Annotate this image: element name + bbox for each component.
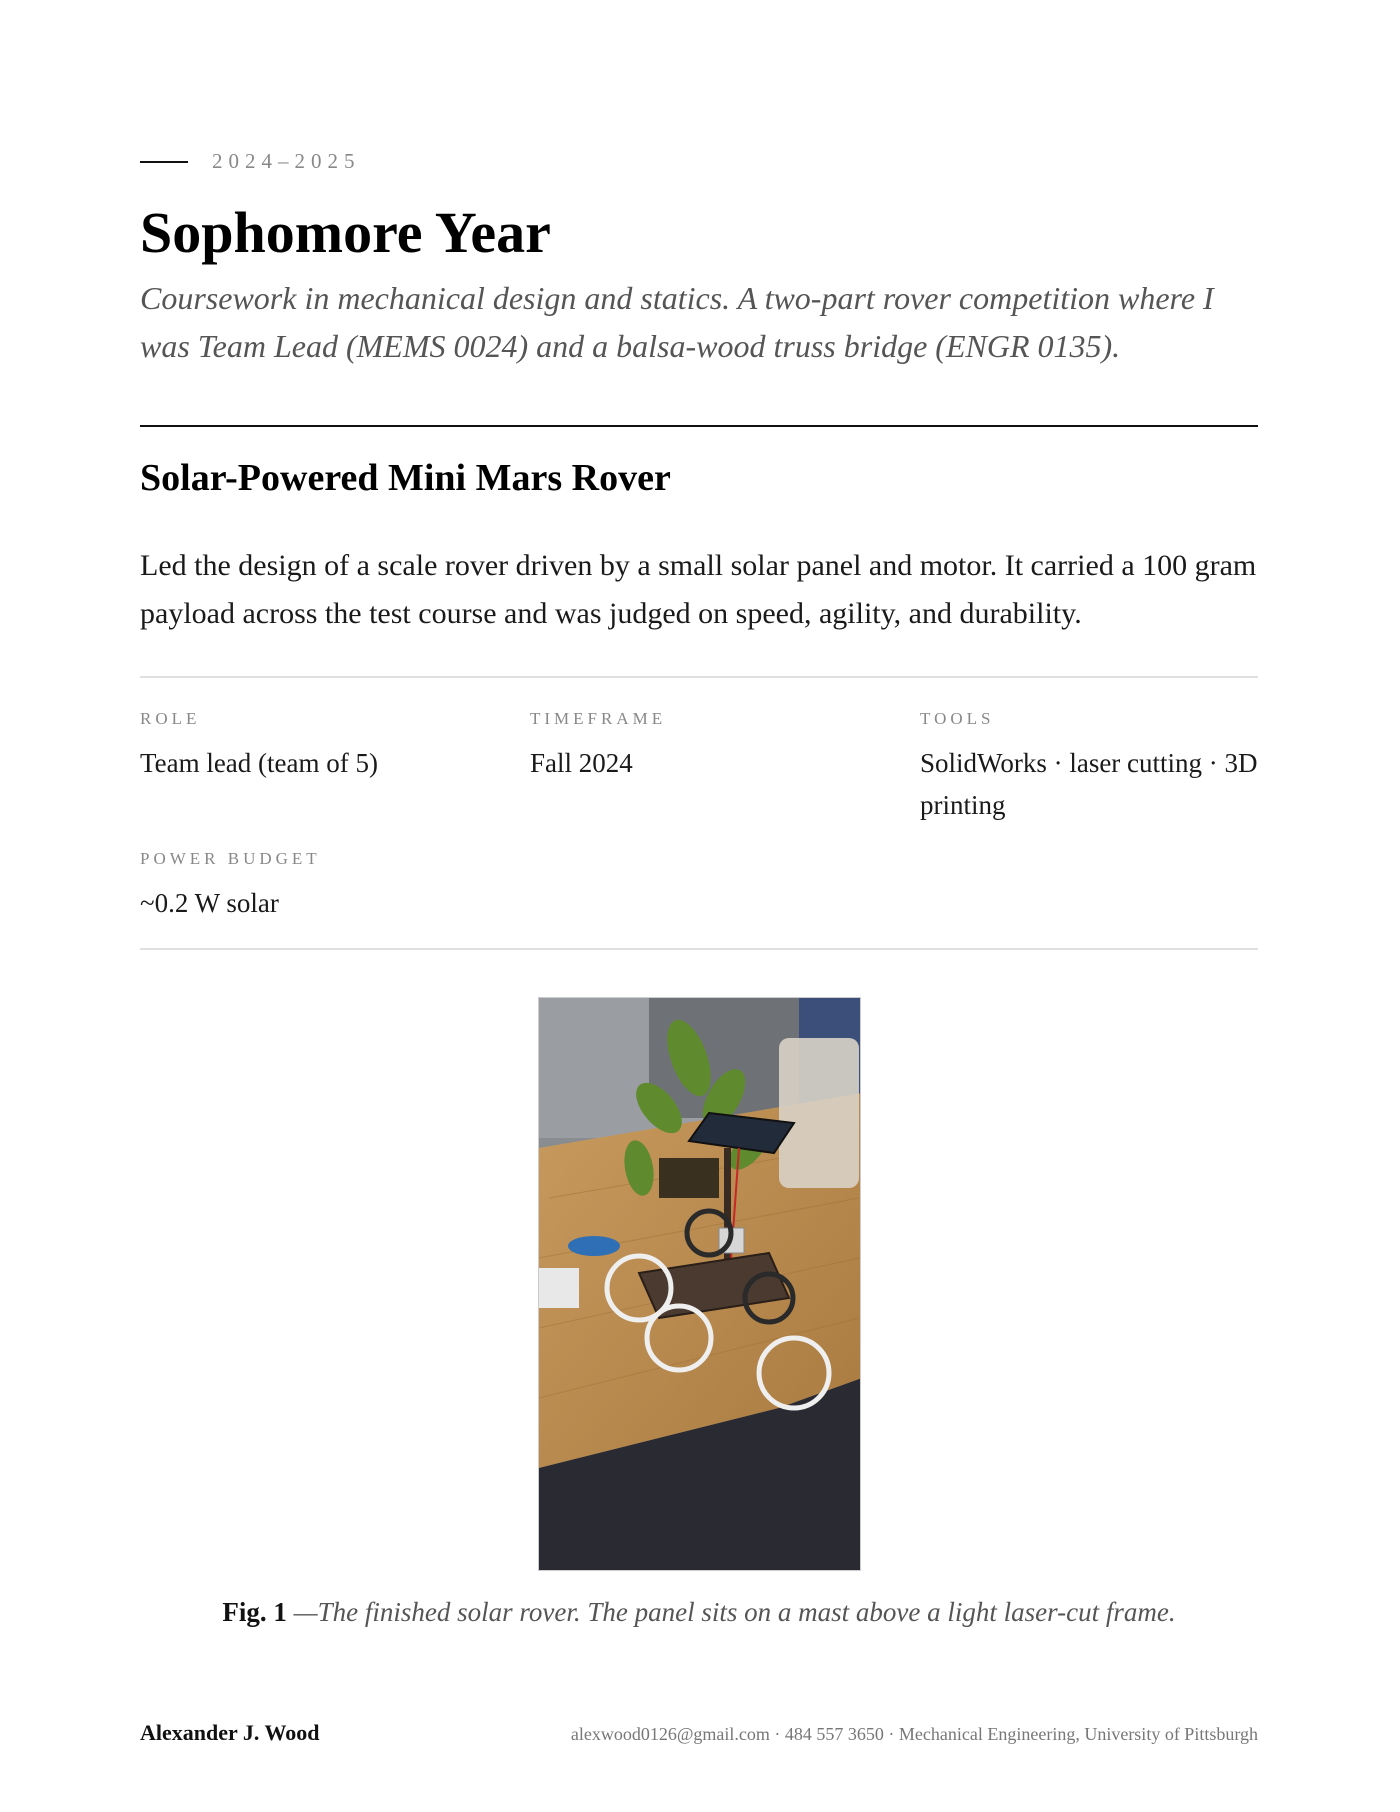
figure-caption-text: —The finished solar rover. The panel sits on a mast above a light laser-cut frame. (286, 1597, 1176, 1627)
meta-power-value: ~0.2 W solar (140, 888, 279, 918)
meta-role-label: ROLE (140, 709, 201, 728)
meta-power-budget (140, 848, 500, 924)
figure-caption (140, 1594, 1258, 1630)
section-divider (140, 425, 1258, 427)
meta-role-value: Team lead (team of 5) (140, 748, 378, 778)
meta-divider-bottom (140, 948, 1258, 950)
meta-timeframe (530, 708, 890, 784)
meta-timeframe-label: TIMEFRAME (530, 709, 667, 728)
kicker-rule (140, 161, 188, 163)
portfolio-page (140, 0, 1258, 1812)
author-name: Alexander J. Wood (140, 1720, 320, 1745)
meta-tools (920, 708, 1258, 826)
meta-divider-top (140, 676, 1258, 678)
meta-tools-value: SolidWorks · laser cutting · 3D printing (920, 748, 1258, 820)
project-description: Led the design of a scale rover driven by a small solar panel and motor. It carried a 100 gram payload across the test course and was judged on speed, agility, and durability. (140, 549, 1257, 630)
year-range: 2024–2025 (212, 149, 361, 173)
page-lede: Coursework in mechanical design and statics. A two-part rover competition where I was Team Lead (MEMS 0024) and a balsa-wood truss bridge (ENGR 0135). (140, 280, 1214, 364)
meta-timeframe-value: Fall 2024 (530, 748, 633, 778)
meta-role (140, 708, 500, 784)
meta-power-label: POWER BUDGET (140, 849, 321, 868)
project-title: Solar-Powered Mini Mars Rover (140, 457, 671, 499)
author-contact: alexwood0126@gmail.com · 484 557 3650 · Mechanical Engineering, University of Pittsburgh (570, 1724, 1258, 1744)
meta-tools-label: TOOLS (920, 709, 995, 728)
page-footer (140, 1720, 1258, 1746)
page-title: Sophomore Year (140, 200, 551, 265)
year-kicker (140, 149, 361, 174)
figure-label: Fig. 1 (222, 1597, 287, 1627)
rover-photo (538, 997, 861, 1571)
